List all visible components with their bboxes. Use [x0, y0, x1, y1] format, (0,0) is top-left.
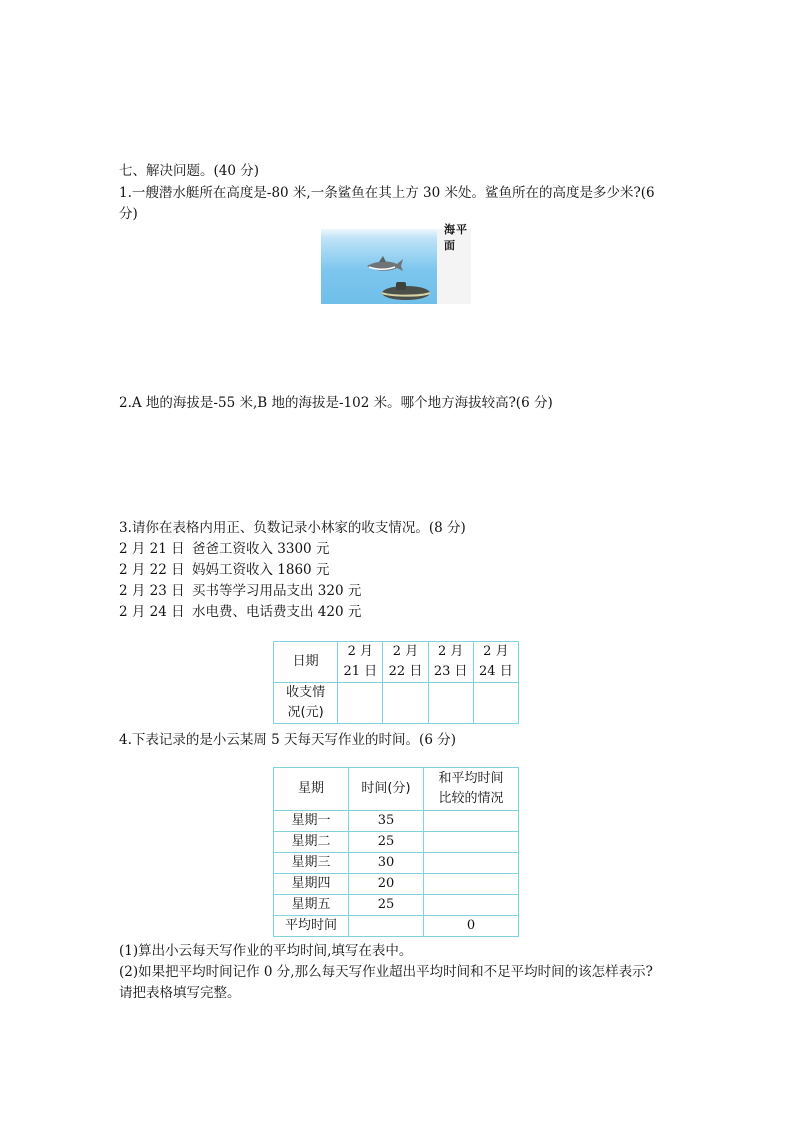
record-date: 2 月 24 日: [119, 604, 185, 620]
question-3-text: 3.请你在表格内用正、负数记录小林家的收支情况。(8 分): [119, 520, 466, 536]
question-1-text-cont: 分): [119, 206, 138, 222]
date-cell: 2 月 24 日: [473, 642, 518, 683]
day-cell: 星期三: [274, 853, 349, 874]
table-row: [274, 916, 519, 937]
amount-answer-cell[interactable]: [383, 683, 428, 724]
date-cell: 2 月 21 日: [338, 642, 383, 683]
record-row: [119, 602, 361, 622]
sea-figure: [319, 225, 471, 305]
record-row: [119, 539, 329, 559]
time-cell: 25: [349, 895, 424, 916]
sub-question-2: (2)如果把平均时间记作 0 分,那么每天写作业超出平均时间和不足平均时间的该怎样表示?: [119, 964, 653, 980]
date-cell: 2 月 22 日: [383, 642, 428, 683]
table-header-row: [274, 768, 519, 811]
time-header: 时间(分): [349, 768, 424, 811]
day-cell: 平均时间: [274, 916, 349, 937]
table-row: [274, 642, 519, 683]
compare-header: 和平均时间 比较的情况: [424, 768, 519, 811]
table-row: [274, 853, 519, 874]
sub-question-2-cont: 请把表格填写完整。: [119, 985, 241, 1001]
shark-icon: [367, 256, 403, 271]
amount-header-cell: 收支情 况(元): [274, 683, 338, 724]
sub-question-1: (1)算出小云每天写作业的平均时间,填写在表中。: [119, 943, 413, 959]
compare-cell[interactable]: [424, 832, 519, 853]
record-desc: 妈妈工资收入 1860 元: [192, 562, 330, 578]
table-row: [274, 832, 519, 853]
day-cell: 星期五: [274, 895, 349, 916]
amount-answer-cell[interactable]: [428, 683, 473, 724]
amount-answer-cell[interactable]: [473, 683, 518, 724]
compare-cell[interactable]: [424, 874, 519, 895]
table-row: [274, 874, 519, 895]
record-desc: 水电费、电话费支出 420 元: [192, 604, 362, 620]
amount-answer-cell[interactable]: [338, 683, 383, 724]
income-expense-table: [273, 641, 519, 724]
time-cell: 30: [349, 853, 424, 874]
record-date: 2 月 23 日: [119, 583, 185, 599]
date-header-cell: 日期: [274, 642, 338, 683]
day-cell: 星期二: [274, 832, 349, 853]
submarine-icon: [382, 282, 430, 300]
time-cell[interactable]: [349, 916, 424, 937]
compare-cell[interactable]: [424, 895, 519, 916]
time-cell: 35: [349, 811, 424, 832]
table-row: [274, 683, 519, 724]
record-date: 2 月 21 日: [119, 541, 185, 557]
table-row: [274, 811, 519, 832]
day-header: 星期: [274, 768, 349, 811]
record-desc: 爸爸工资收入 3300 元: [192, 541, 330, 557]
question-4-text: 4.下表记录的是小云某周 5 天每天写作业的时间。(6 分): [119, 732, 456, 748]
day-cell: 星期一: [274, 811, 349, 832]
sea-level-label: 海平面: [444, 223, 468, 252]
question-1-text: 1.一艘潜水艇所在高度是-80 米,一条鲨鱼在其上方 30 米处。鲨鱼所在的高度是多少米?(6: [119, 185, 655, 201]
time-cell: 20: [349, 874, 424, 895]
homework-time-table: [273, 767, 519, 937]
shark-and-submarine-illustration: [319, 225, 471, 305]
compare-cell: 0: [424, 916, 519, 937]
record-row: [119, 560, 329, 580]
table-row: [274, 895, 519, 916]
compare-cell[interactable]: [424, 853, 519, 874]
day-cell: 星期四: [274, 874, 349, 895]
question-2-text: 2.A 地的海拔是-55 米,B 地的海拔是-102 米。哪个地方海拔较高?(6 分): [119, 395, 553, 411]
time-cell: 25: [349, 832, 424, 853]
record-date: 2 月 22 日: [119, 562, 185, 578]
record-desc: 买书等学习用品支出 320 元: [192, 583, 362, 599]
compare-cell[interactable]: [424, 811, 519, 832]
date-cell: 2 月 23 日: [428, 642, 473, 683]
section-title: 七、解决问题。(40 分): [119, 163, 260, 179]
record-row: [119, 581, 361, 601]
